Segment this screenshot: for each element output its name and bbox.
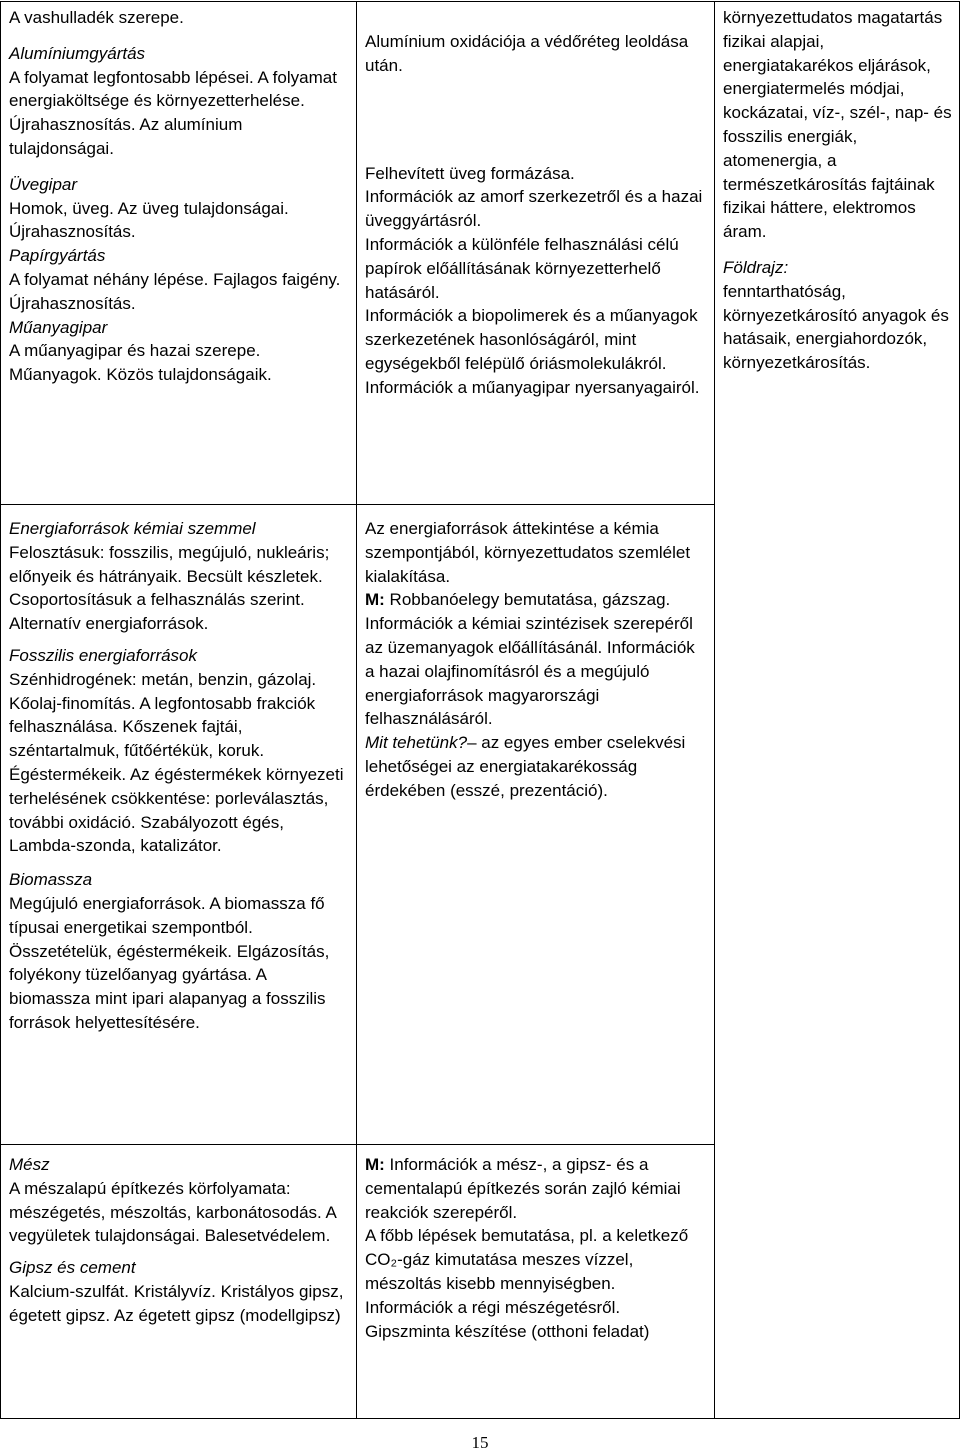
paragraph: Alumínium oxidációja a védőréteg leoldása után. bbox=[365, 32, 689, 75]
section-heading: Biomassza bbox=[9, 870, 93, 890]
paragraph bbox=[365, 731, 707, 802]
topic-cell bbox=[1, 1145, 357, 1419]
paragraph: Megújuló energiaforrások. A biomassza fő típusai energetikai szempontból. Összetételük, égéstermékeik. Elgázosítás, folyékony tüzelőanyag gyártása. A biomassza mint ipari alapanyag a fosszilis források helyettesítésére. bbox=[9, 893, 330, 1032]
paragraph: Információk a biopolimerek és a műanyagok szerkezetének hasonlóságáról, mint egységekből felépülő óriásmolekulákról. bbox=[365, 306, 698, 373]
paragraph: Felosztásuk: fosszilis, megújuló, nukleáris; előnyeik és hátrányaik. Becsült készletek. Csoportosításuk a felhasználás szerint. Alternatív energiaforrások. bbox=[9, 542, 330, 634]
paragraph: Információk az amorf szerkezetről és a hazai üveggyártásról. bbox=[365, 187, 703, 231]
topic-cell bbox=[1, 2, 357, 505]
paragraph: környezettudatos magatartás fizikai alapjai, energiatakarékos eljárások, energiatermelés módjai, kockázatai, víz-, szél-, nap- és fosszilis energiák, atomenergia, a természetkárosítás fajtáinak fizikai háttere, elektromos áram. bbox=[723, 8, 952, 242]
text: Robbanóelegy bemutatása, gázszag. Információk a kémiai szintézisek szerepéről az üzemanyagok előállításánál. Információk a hazai olajfinomításról és a megújuló energiaforrások magyarországi felhasználásáról. bbox=[365, 590, 695, 729]
activity-cell bbox=[357, 1145, 715, 1419]
paragraph: Kalcium-szulfát. Kristályvíz. Kristályos gipsz, égetett gipsz. Az égetett gipsz (modellgipsz) bbox=[9, 1281, 344, 1325]
paragraph: Információk a különféle felhasználási célú papírok előállításának környezetterhelő hatásáról. bbox=[365, 234, 679, 302]
paragraph: Gipszminta készítése (otthoni feladat) bbox=[365, 1321, 650, 1341]
text: – az egyes ember cselekvési lehetőségei az energiatakarékosság érdekében (esszé, prezentáció). bbox=[365, 733, 686, 800]
section-heading: Alumíniumgyártás bbox=[9, 43, 146, 63]
section-heading: Fosszilis energiaforrások bbox=[9, 645, 198, 665]
section-heading: Üvegipar bbox=[9, 174, 78, 194]
paragraph bbox=[365, 1153, 707, 1224]
label-m: M: bbox=[365, 590, 385, 610]
paragraph bbox=[365, 588, 707, 731]
paragraph: A főbb lépések bemutatása, pl. a keletkező CO₂-gáz kimutatása meszes vízzel, mészoltás kisebb mennyiségben. Információk a régi mészégetésről. bbox=[365, 1226, 689, 1317]
connections-cell bbox=[715, 2, 960, 1419]
table-row bbox=[1, 2, 960, 505]
paragraph: A mészalapú építkezés körfolyamata: mészégetés, mészoltás, karbonátosodás. A vegyületek tulajdonságai. Balesetvédelem. bbox=[9, 1178, 336, 1246]
paragraph: A vashulladék szerepe. bbox=[9, 8, 184, 27]
paragraph: A folyamat néhány lépése. Fajlagos faigény. Újrahasznosítás. bbox=[9, 269, 341, 313]
page-number: 15 bbox=[471, 1433, 489, 1452]
section-heading: Gipsz és cement bbox=[9, 1258, 136, 1278]
paragraph: A műanyagipar és hazai szerepe. Műanyagok. Közös tulajdonságaik. bbox=[9, 341, 272, 385]
curriculum-table bbox=[0, 1, 960, 1419]
label-question: Mit tehetünk? bbox=[365, 733, 468, 753]
paragraph: Felhevített üveg formázása. bbox=[365, 163, 575, 183]
subject-heading: Földrajz: bbox=[723, 257, 789, 277]
paragraph: Homok, üveg. Az üveg tulajdonságai. Újrahasznosítás. bbox=[9, 198, 289, 242]
activity-cell bbox=[357, 2, 715, 505]
section-heading: Mész bbox=[9, 1155, 50, 1174]
text: Információk a mész-, a gipsz- és a cementalapú építkezés során zajló kémiai reakciók szerepéről. bbox=[365, 1155, 681, 1222]
paragraph: Információk a műanyagipar nyersanyagairól. bbox=[365, 377, 700, 397]
section-heading: Energiaforrások kémiai szemmel bbox=[9, 519, 256, 538]
paragraph: fenntarthatóság, környezetkárosító anyagok és hatásaik, energiahordozók, környezetkárosítás. bbox=[723, 281, 949, 373]
activity-cell bbox=[357, 505, 715, 1145]
topic-cell bbox=[1, 505, 357, 1145]
paragraph: Szénhidrogének: metán, benzin, gázolaj. Kőolaj-finomítás. A legfontosabb frakciók felhasználása. Kőszenek fajtái, széntartalmuk, fűtőértékük, koruk. Égéstermékeik. Az égéstermékek környezeti terhelésének csökkentése: porleválasztás, további oxidáció. Szabályozott égés, Lambda-szonda, katalizátor. bbox=[9, 669, 344, 856]
paragraph: Az energiaforrások áttekintése a kémia szempontjából, környezettudatos szemlélet kialakítása. bbox=[365, 519, 691, 586]
section-heading: Papírgyártás bbox=[9, 246, 106, 266]
paragraph: A folyamat legfontosabb lépései. A folyamat energiaköltsége és környezetterhelése. Újrahasznosítás. Az alumínium tulajdonságai. bbox=[9, 67, 337, 158]
label-m: M: bbox=[365, 1155, 385, 1174]
section-heading: Műanyagipar bbox=[9, 317, 108, 337]
